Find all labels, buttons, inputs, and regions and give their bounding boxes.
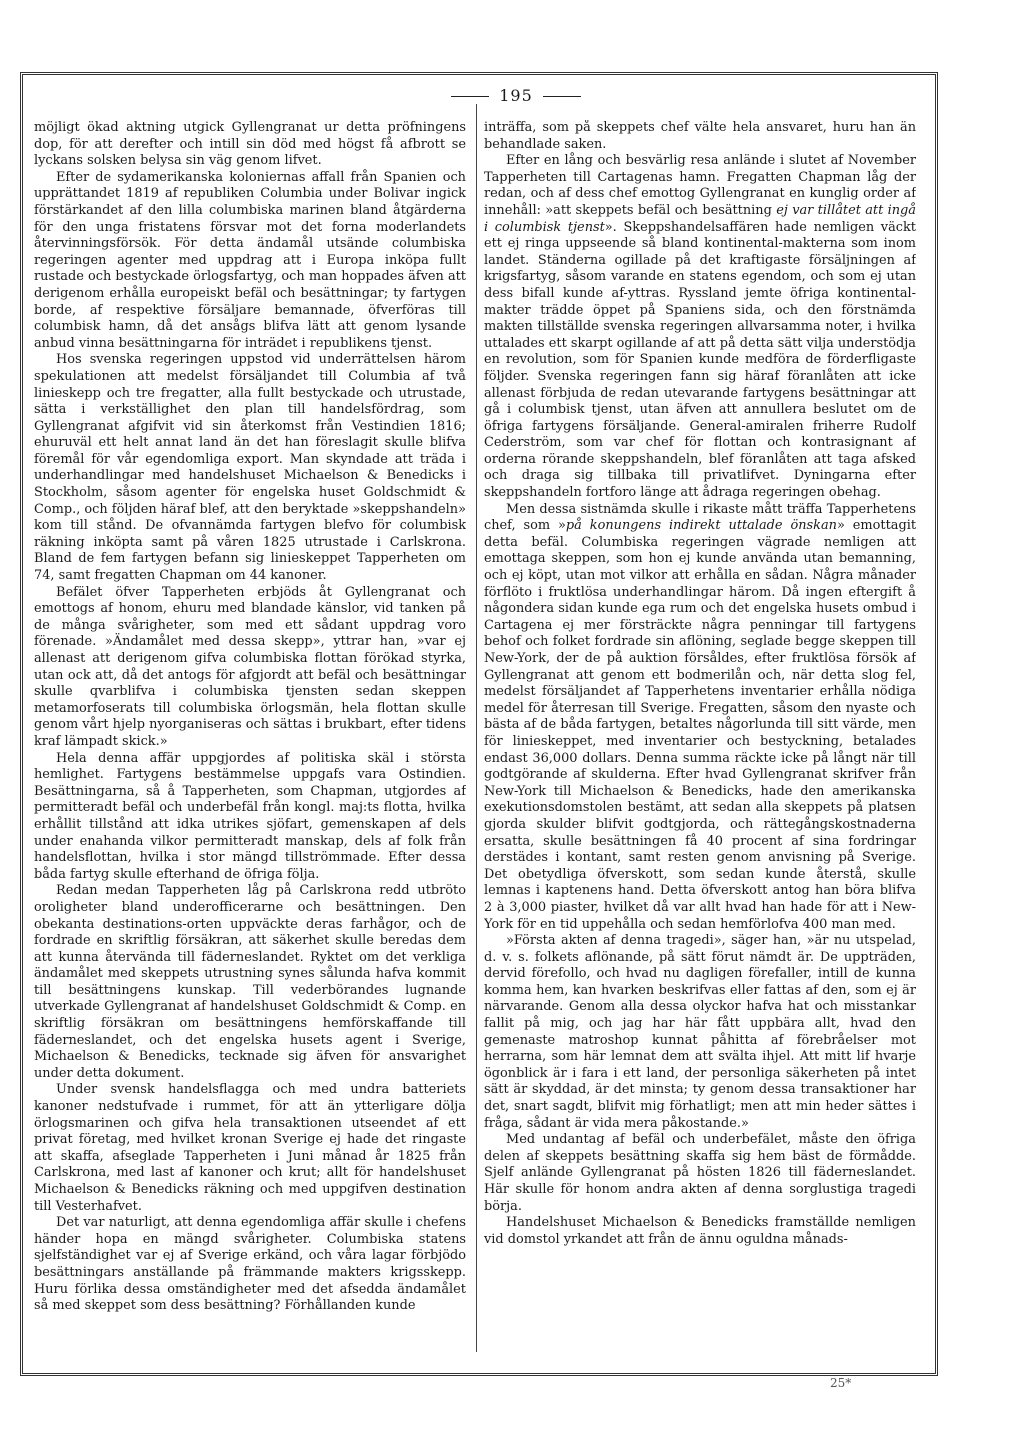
paragraph-text: Efter en lång och besvärlig resa anlände i slutet af November Tapperheten till Cartagenas hamn. Fregatten Chapman låg der redan, och af dess chef emottog Gyllengranat en kunglig order af innehåll: »att skeppets befäl och besättning: [484, 153, 916, 218]
paragraph: [484, 1132, 916, 1215]
paragraph-text: »Första akten af denna tragedi», säger han, »är nu utspelad, d. v. s. folkets aflönande, på sätt förut nämdt är. De uppträden, dervid förefollo, och hvad nu dagligen förefaller, intill de kunna komma hem, kan hvarken beskrifvas eller fattas af den, som ej är närvarande. Genom alla dessa olyckor hafva hat och misstankar fallit på mig, och jag har här fått uppbära allt, hvad den gemenaste matroshop kunnat påhitta af förebråelser mot herrarna, som här lemnat dem att svälta ihjel. Att mitt lif hvarje ögonblick är i fara i ett land, der personliga säkerheten på intet sätt är skyddad, är det minsta; ty genom dessa transaktioner har det, snart sagdt, blifvit mig förhatligt; men att min heder sättes i fråga, sådant är vida mera påkostande.»: [484, 933, 916, 1131]
paragraph: Det var naturligt, att denna egendomliga affär skulle i chefens händer hopa en mängd svårigheter. Columbiska statens sjelfständighet var ej af Sverige erkänd, och våra lagar förbjödo besättningars anställande på främmande makters krigsskepp. Huru förlika dessa omständigheter med det afsedda ändamålet så med skeppet som dess besättning? Förhållanden kunde: [34, 1215, 466, 1314]
paragraph-text: Med undantag af befäl och underbefälet, måste den öfriga delen af skeppets besättning skaffa sig hem bäst de förmådde. Sjelf anlände Gyllengranat på hösten 1826 till fäderneslandet. Här skulle för honom andra akten af denna sorglustiga tragedi börja.: [484, 1132, 916, 1214]
italic-quote: ej var tillåtet att ingå i columbisk tjenst: [484, 202, 916, 235]
right-column: [484, 120, 916, 1348]
paragraph: Under svensk handelsflagga och med undra batteriets kanoner nedstufvade i rummet, för att än ytterligare dölja örlogsmarinen och gifva hela transaktionen utseendet af ett privat företag, med hvilket kronan Sverige ej hade det ringaste att skaffa, afseglade Tapperheten i Juni månad år 1825 från Carlskrona, med last af kanoner och krut; allt för handelshuset Michaelson & Benedicks räkning och med uppgifven destination till Vesterhafvet.: [34, 1082, 466, 1214]
paragraph: [484, 933, 916, 1132]
italic-quote: på konungens indirekt uttalade önskan: [565, 518, 837, 534]
paragraph: [484, 1215, 916, 1248]
paragraph: Hela denna affär uppgjordes af politiska skäl i största hemlighet. Fartygens bestämmelse uppgafs vara Ostindien. Besättningarna, så å Tapperheten, som Chapman, utgjordes af permitteradt befäl och underbefäl från kongl. maj:ts flotta, hvilka erhållit tillstånd att idka utrikes sjöfart, gemenskapen af dels under enahanda vilkor permitteradt manskap, dels af folk från handelsflottan, hvilka i stor mängd tillströmmade. Efter dessa båda fartyg skulle efterhand de öfriga följa.: [34, 750, 466, 882]
paragraph-text: inträffa, som på skeppets chef välte hela ansvaret, huru han än behandlade saken.: [484, 120, 916, 152]
paragraph: [484, 502, 916, 933]
paragraph-text: ». Skeppshandelsaffären hade nemligen väckt ett ej ringa uppseende så bland kontinental-makterna som inom landet. Ständerna ogillade på det kraftigaste försäljningen af krigsfartyg, såsom varande en statens egendom, och som ej utan dess bifall kunde af-yttras. Ryssland jemte öfriga kontinental-makter trädde öppet på Spaniens sida, och den förstnämda makten tillställde svenska regeringen allvarsamma noter, i hvilka uttalades ett skarpt ogillande af att på detta sätt vilja understödja en revolution, som för Spanien kunde medföra de förderfligaste följder. Svenska regeringen fann sig häraf föranlåten att icke allenast förbjuda de redan utevarande fartygens besättningar att gå i columbisk tjenst, utan äfven att annullera beslutet om de öfriga fartygens försäljande. General-amiralen friherre Rudolf Cederström, som var chef för flottan och kontrasignant af orderna rörande skeppshandeln, blef föranlåten att taga afsked och draga sig tillbaka till privatlifvet. Dyningarna efter skeppshandeln fortforo länge att ådraga regeringen obehag.: [484, 219, 916, 501]
folio-dash-left: [451, 96, 489, 97]
paragraph: Redan medan Tapperheten låg på Carlskrona redd utbröto oroligheter bland underofficerarne och besättningen. Den obekanta destinations-orten uppväckte deras farhågor, och de fordrade en skriftlig försäkran, att säkerhet skulle beredas dem att kunna återvända till fäderneslandet. Ryktet om det verkliga ändamålet med skeppets utrustning synes sålunda hafva kommit till besättningens kunskap. Till vederbörandes lugnande utverkade Gyllengranat af handelshuset Goldschmidt & Comp. en skriftlig försäkran om besättningens hemförskaffande till fäderneslandet, och det engelska husets agent i Sverige, Michaelson & Benedicks, tecknade sig äfven för ansvarighet under detta dokument.: [34, 883, 466, 1081]
left-column: [34, 120, 466, 1348]
paragraph: Befälet öfver Tapperheten erbjöds åt Gyllengranat och emottogs af honom, ehuru med blandade känslor, vid tanken på de många svårigheter, som med ett sådant uppdrag voro förenade. »Ändamålet med dessa skepp», yttrar han, »var ej allenast att derigenom gifva columbiska flottan förökad styrka, utan ock att, då det antogs för afgjordt att befäl och besättningar skulle qvarblifva i columbiska tjensten sedan skeppen metamorfoserats till columbiska örlogsmän, hela flottan skulle genom vårt hjelp nyorganiseras och sättas i brukbart, efter tidens kraf lämpadt skick.»: [34, 584, 466, 749]
signature-mark: 25*: [830, 1376, 852, 1390]
page-number: [0, 86, 1032, 105]
page-number-text: 195: [499, 86, 533, 105]
paragraph: [484, 153, 916, 501]
paragraph: Hos svenska regeringen uppstod vid underrättelsen härom spekulationen att medelst försäljandet till Columbia af två linieskepp och tre fregatter, alla fullt bestyckade och utrustade, sätta i verkställighet den plan till handelsfördrag, som Gyllengranat afgifvit vid sin återkomst från Vestindien 1816; ehuruväl ett helt annat land än det han föreslagit skulle blifva föremål för vår egendomliga export. Man skyndade att träda i underhandlingar med handelshuset Michaelson & Benedicks i Stockholm, såsom agenter för engelska huset Goldschmidt & Comp., och följden häraf blef, att den beryktade »skeppshandeln» kom till stånd. De ofvannämda fartygen blefvo för columbisk räkning inköpta samt på våren 1825 utrustade i Carlskrona. Bland de fem fartygen befann sig linieskeppet Tapperheten om 74, samt fregatten Chapman om 44 kanoner.: [34, 352, 466, 584]
paragraph: möjligt ökad aktning utgick Gyllengranat ur detta pröfningens dop, för att derefter och intill sin död med högst få afbrott se lyckans solsken belysa sin väg genom lifvet.: [34, 120, 466, 169]
paragraph: Efter de sydamerikanska koloniernas affall från Spanien och upprättandet 1819 af republiken Columbia under Bolivar ingick förstärkandet af den lilla columbiska marinen bland åtgärderna för den unga fristatens försvar mot det forna moderlandets återvinningsförsök. För detta ändamål utsände columbiska regeringen agenter med uppdrag att i Europa inköpa fullt rustade och bestyckade örlogsfartyg, och man hoppades äfven att derigenom erhålla europeiskt befäl och besättningar; ty fartygen borde, af respektive försäljare bemannade, öfverföras till columbisk hamn, då det ansågs blifva lätt att genom lysande anbud vinna besättningarna för inträdet i republikens tjenst.: [34, 169, 466, 351]
paragraph-text: » emottagit detta befäl. Columbiska regeringen vägrade nemligen att emottaga skeppen, som hon ej kunde använda utan bemanning, och ej köpt, utan mot vilkor att erhålla en sådan. Några månader förflöto i fruktlösa underhandlingar härom. Då ingen eftergift å någondera sidan kunde ega rum och det engelska husets ombud i Cartagena ej mer försträckte några penningar till fartygens behof och folket fordrade sin aflöning, seglade begge skeppen till New-York, der de på auktion försåldes, efter fruktlösa försök af Gyllengranat att genom ett bodmerilån och, när detta slog fel, medelst försäljandet af Tapperhetens inventarier erhålla nödiga medel för återresan till Sverige. Fregatten, såsom den nyaste och bästa af de båda fartygen, betaltes någorlunda till sitt värde, men för linieskeppet, med inventarier och bestyckning, betalades endast 36,000 dollars. Denna summa räckte icke på långt när till godtgörande af skulderna. Efter hvad Gyllengranat skrifver från New-York till Michaelson & Benedicks, hade den amerikanska exekutionsdomstolen bestämt, att sedan alla skeppets på platsen gjorda skulder blifvit godtgjorda, och rättegångskostnaderna ersatta, skulle besättningen få 40 procent af sina fordringar derstädes i kontant, samt resten genom anvisning på Sverige. Det obetydliga öfverskott, som sedan kunde återstå, skulle lemnas i kaptenens hand. Detta öfverskott antog han böra blifva 2 à 3,000 piaster, hvilket då var allt hvad han hade för att i New-York för en tid uppehålla och sedan hemförlofva 400 man med.: [484, 518, 916, 932]
paragraph: [484, 120, 916, 153]
column-divider: [476, 104, 477, 1352]
paragraph-text: Handelshuset Michaelson & Benedicks framställde nemligen vid domstol yrkandet att från de ännu oguldna månads-: [484, 1215, 916, 1247]
paragraph-text: Men dessa sistnämda skulle i rikaste mått träffa Tapperhetens chef, som »: [484, 501, 916, 534]
folio-dash-right: [543, 96, 581, 97]
